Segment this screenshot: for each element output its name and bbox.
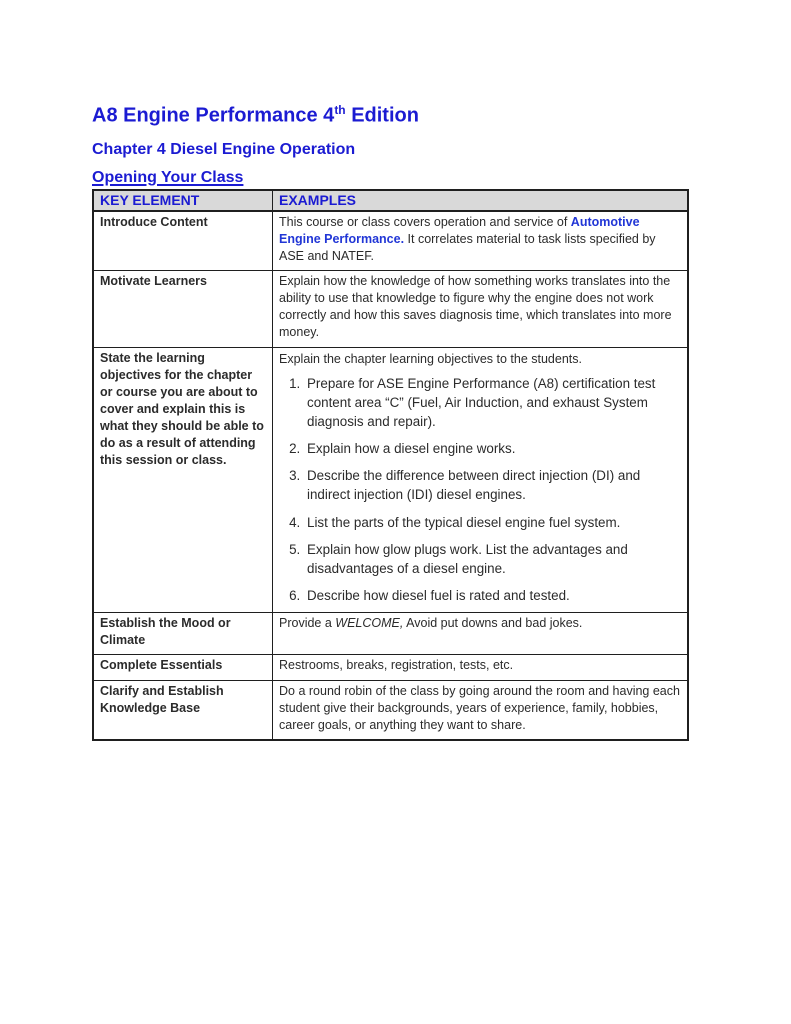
example-text-highlight: Automotive Engine Performance. <box>279 214 640 246</box>
title-superscript: th <box>334 103 346 117</box>
example-text: Avoid put downs and bad jokes. <box>403 616 583 631</box>
key-element-cell: Introduce Content <box>93 211 273 271</box>
document-title-tail: Edition <box>345 104 419 127</box>
document-content <box>92 104 692 741</box>
objective-item: 3. Describe the difference between direct injection (DI) and indirect injection (IDI) diesel engines. <box>304 466 680 504</box>
examples-cell: Restrooms, breaks, registration, tests, etc. <box>273 655 689 680</box>
example-text: This course or class covers operation and service of <box>279 214 571 229</box>
table-row-introduce-content <box>93 211 688 271</box>
table-header-row <box>93 190 688 211</box>
key-element-cell: Complete Essentials <box>93 655 273 680</box>
chapter-heading: Chapter 4 Diesel Engine Operation <box>92 140 356 158</box>
key-element-cell: State the learning objectives for the chapter or course you are about to cover and explain this is what they should be able to do as a result of attending this session or class. <box>93 347 273 613</box>
key-element-cell: Establish the Mood or Climate <box>93 613 273 655</box>
section-heading <box>92 169 692 187</box>
table-row-clarify-knowledge-base <box>93 680 688 740</box>
key-element-cell: Motivate Learners <box>93 271 273 348</box>
examples-cell <box>273 347 689 613</box>
objectives-list <box>279 374 680 606</box>
objective-item: 1. Prepare for ASE Engine Performance (A8) certification test content area “C” (Fuel, Air Induction, and exhaust System diagnosis and repair). <box>304 374 680 431</box>
objective-item: 5. Explain how glow plugs work. List the advantages and disadvantages of a diesel engine. <box>304 540 680 578</box>
table-row-complete-essentials <box>93 655 688 680</box>
objectives-intro: Explain the chapter learning objectives to the students. <box>279 351 582 366</box>
document-title-main: A8 Engine Performance 4 <box>92 104 335 127</box>
table-row-motivate-learners <box>93 271 688 348</box>
key-element-cell: Clarify and Establish Knowledge Base <box>93 680 273 740</box>
objective-item: 4. List the parts of the typical diesel engine fuel system. <box>304 513 680 532</box>
table-row-establish-mood <box>93 613 688 655</box>
document-title <box>92 104 692 128</box>
examples-cell <box>273 613 689 655</box>
key-element-header: KEY ELEMENT <box>93 190 273 211</box>
section-heading-text: Opening Your Class <box>92 168 244 186</box>
example-text: Provide a <box>279 616 336 631</box>
objective-item: 6. Describe how diesel fuel is rated and tested. <box>304 586 680 605</box>
opening-class-table <box>92 189 689 741</box>
examples-cell <box>273 211 689 271</box>
example-text: It correlates material to task lists specified by ASE and NATEF. <box>279 231 656 263</box>
examples-header: EXAMPLES <box>273 190 689 211</box>
examples-cell: Do a round robin of the class by going around the room and having each student give their backgrounds, years of experience, family, hobbies, career goals, or anything they want to share. <box>273 680 689 740</box>
example-text-italic: WELCOME, <box>335 616 404 631</box>
objective-item: 2. Explain how a diesel engine works. <box>304 439 680 458</box>
table-row-learning-objectives <box>93 347 688 613</box>
examples-cell: Explain how the knowledge of how something works translates into the ability to use that knowledge to figure why the engine does not work correctly and how this saves diagnosis time, which translates into more money. <box>273 271 689 348</box>
